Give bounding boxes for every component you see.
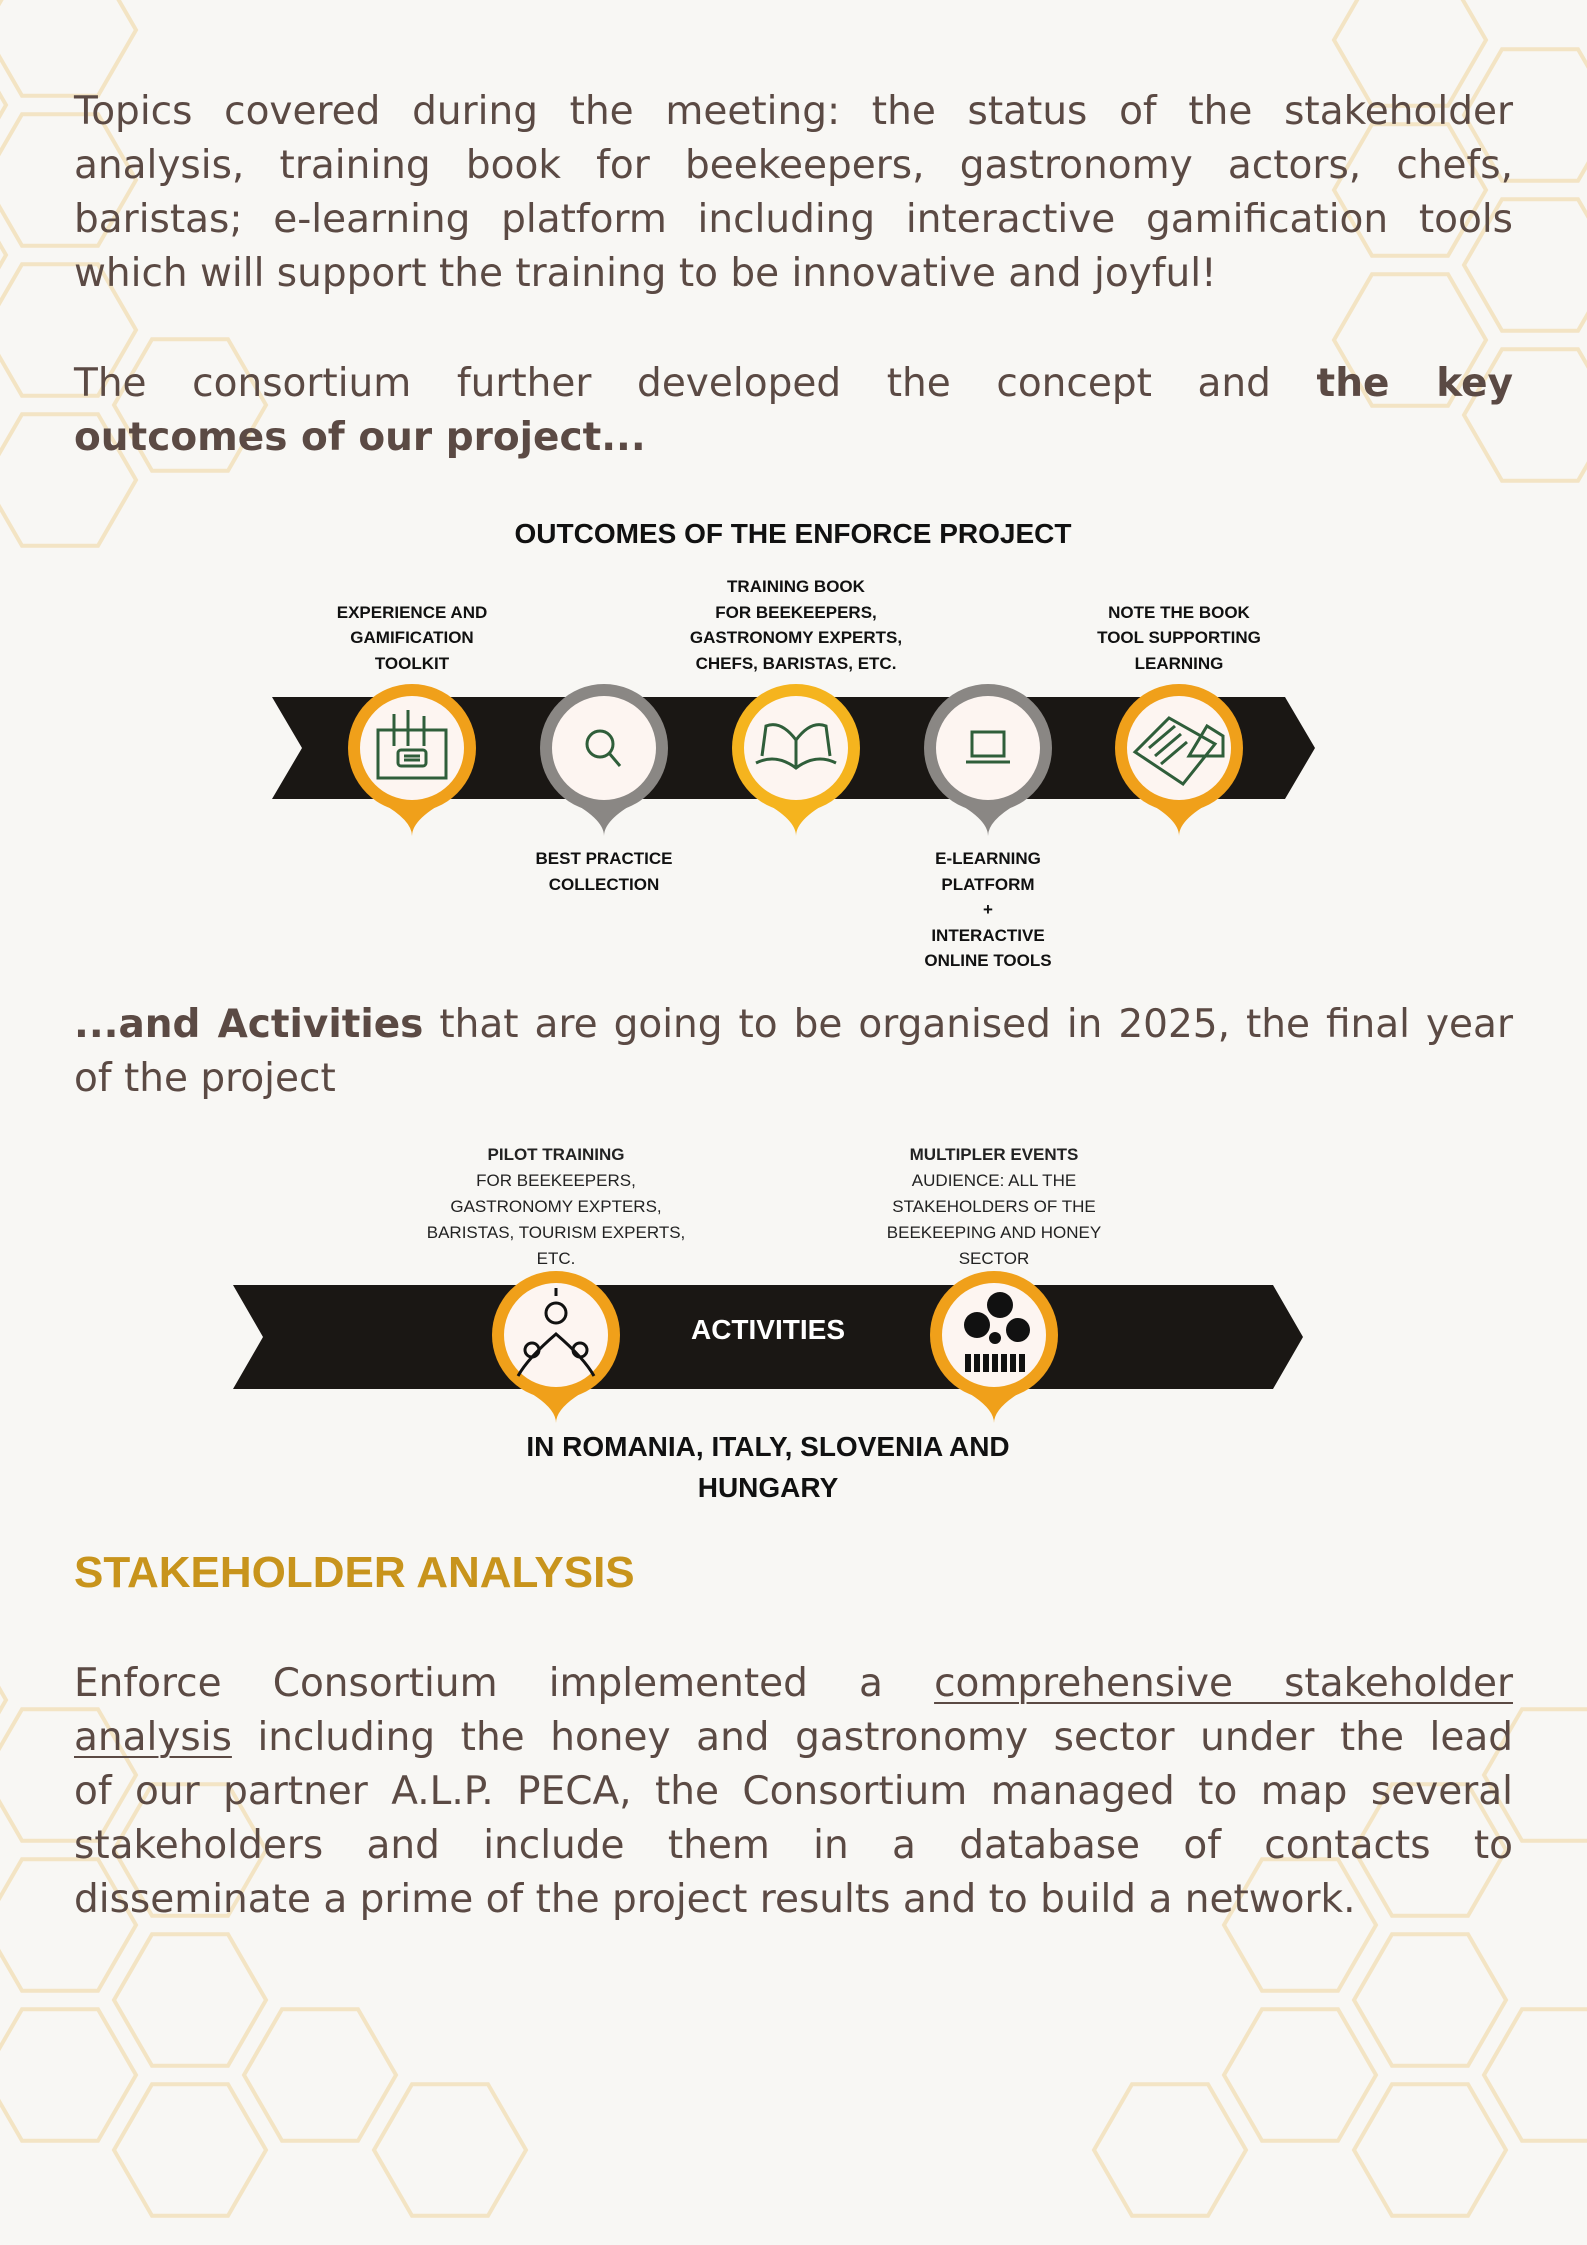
outcome-label-line: TRAINING BOOK xyxy=(727,577,865,596)
outcome-label-line: + xyxy=(983,900,993,919)
pilot-line: ETC. xyxy=(536,1249,576,1268)
multiplier-line: STAKEHOLDERS OF THE xyxy=(892,1197,1096,1216)
activities-bold: ...and Activities xyxy=(74,1002,424,1047)
stakeholder-paragraph xyxy=(74,1657,1513,1927)
outcome-pin xyxy=(924,684,1052,836)
consortium-bold: the key xyxy=(1316,361,1513,406)
outcome-pin xyxy=(732,684,860,836)
multiplier-events-pin xyxy=(930,1271,1058,1423)
outcome-label xyxy=(636,574,956,676)
outcome-label xyxy=(444,846,764,897)
outcome-pin xyxy=(540,684,668,836)
intro-line: Topics covered during the meeting: the status of the stakeholder xyxy=(74,89,1513,134)
stakeholder-text: disseminate a prime of the project results and to build a network. xyxy=(74,1877,1356,1922)
multiplier-line: AUDIENCE: ALL THE xyxy=(911,1171,1077,1190)
activities-band-label: ACTIVITIES xyxy=(690,1314,845,1345)
multiplier-line: BEEKEEPING AND HONEY xyxy=(886,1223,1102,1242)
outcome-label-line: EXPERIENCE AND xyxy=(336,602,488,622)
outcome-label xyxy=(828,846,1148,974)
pilot-line: FOR BEEKEEPERS, xyxy=(476,1171,636,1190)
intro-line: which will support the training to be innovative and joyful! xyxy=(74,251,1217,296)
outcomes-title: OUTCOMES OF THE ENFORCE PROJECT xyxy=(514,518,1072,549)
countries-line: HUNGARY xyxy=(697,1472,839,1503)
outcome-label xyxy=(1019,600,1339,677)
outcome-label-line: BEST PRACTICE xyxy=(535,849,673,868)
outcome-label-line: E-LEARNING xyxy=(935,849,1041,868)
outcome-label-line: NOTE THE BOOK xyxy=(1108,602,1250,622)
outcome-label-line: GAMIFICATION xyxy=(350,628,474,647)
outcome-label-line: PLATFORM xyxy=(941,874,1035,894)
multiplier-events-label xyxy=(824,1142,1164,1272)
stakeholder-text: including the honey and gastronomy sector under the lead xyxy=(231,1715,1513,1760)
outcome-label-line: FOR BEEKEEPERS, xyxy=(715,602,877,622)
stakeholder-text: of our partner A.L.P. PECA, the Consortium managed to map several xyxy=(74,1769,1513,1814)
outcome-label-line: ONLINE TOOLS xyxy=(924,951,1052,970)
activities-text: that are going to be organised in 2025, the final year xyxy=(423,1002,1513,1047)
stakeholder-heading: STAKEHOLDER ANALYSIS xyxy=(74,1548,635,1597)
multiplier-heading: MULTIPLER EVENTS xyxy=(909,1145,1079,1164)
intro-line: analysis, training book for beekeepers, gastronomy actors, chefs, xyxy=(74,143,1513,188)
outcome-label xyxy=(252,600,572,677)
countries-label xyxy=(368,1426,1168,1508)
activities-text: of the project xyxy=(74,1056,336,1101)
outcome-pin xyxy=(1115,684,1243,836)
consortium-bold: outcomes of our project... xyxy=(74,415,646,460)
outcome-label-line: LEARNING xyxy=(1134,653,1224,673)
pilot-training-pin xyxy=(492,1271,620,1423)
outcome-pin xyxy=(348,684,476,836)
consortium-text: The consortium further developed the concept and xyxy=(74,361,1317,406)
stakeholder-text: Enforce Consortium implemented a xyxy=(74,1661,935,1706)
outcome-label-line: GASTRONOMY EXPERTS, xyxy=(689,628,903,647)
pilot-line: BARISTAS, TOURISM EXPERTS, xyxy=(426,1223,686,1242)
pilot-training-label xyxy=(386,1142,726,1272)
pilot-line: GASTRONOMY EXPTERS, xyxy=(450,1197,662,1216)
outcome-label-line: COLLECTION xyxy=(548,874,660,894)
activities-intro-paragraph xyxy=(74,998,1513,1106)
pilot-heading: PILOT TRAINING xyxy=(487,1145,625,1164)
multiplier-line: SECTOR xyxy=(958,1249,1030,1268)
stakeholder-text: stakeholders and include them in a database of contacts to xyxy=(74,1823,1513,1868)
outcome-label-line: TOOLKIT xyxy=(374,653,450,673)
outcome-label-line: CHEFS, BARISTAS, ETC. xyxy=(695,653,897,673)
countries-line: IN ROMANIA, ITALY, SLOVENIA AND xyxy=(526,1431,1010,1462)
outcome-label-line: INTERACTIVE xyxy=(931,925,1045,945)
intro-line: baristas; e-learning platform including interactive gamification tools xyxy=(74,197,1513,242)
stakeholder-analysis-link[interactable]: analysis xyxy=(74,1715,232,1760)
stakeholder-analysis-link[interactable]: comprehensive stakeholder xyxy=(934,1661,1513,1706)
outcome-label-line: TOOL SUPPORTING xyxy=(1097,628,1261,647)
